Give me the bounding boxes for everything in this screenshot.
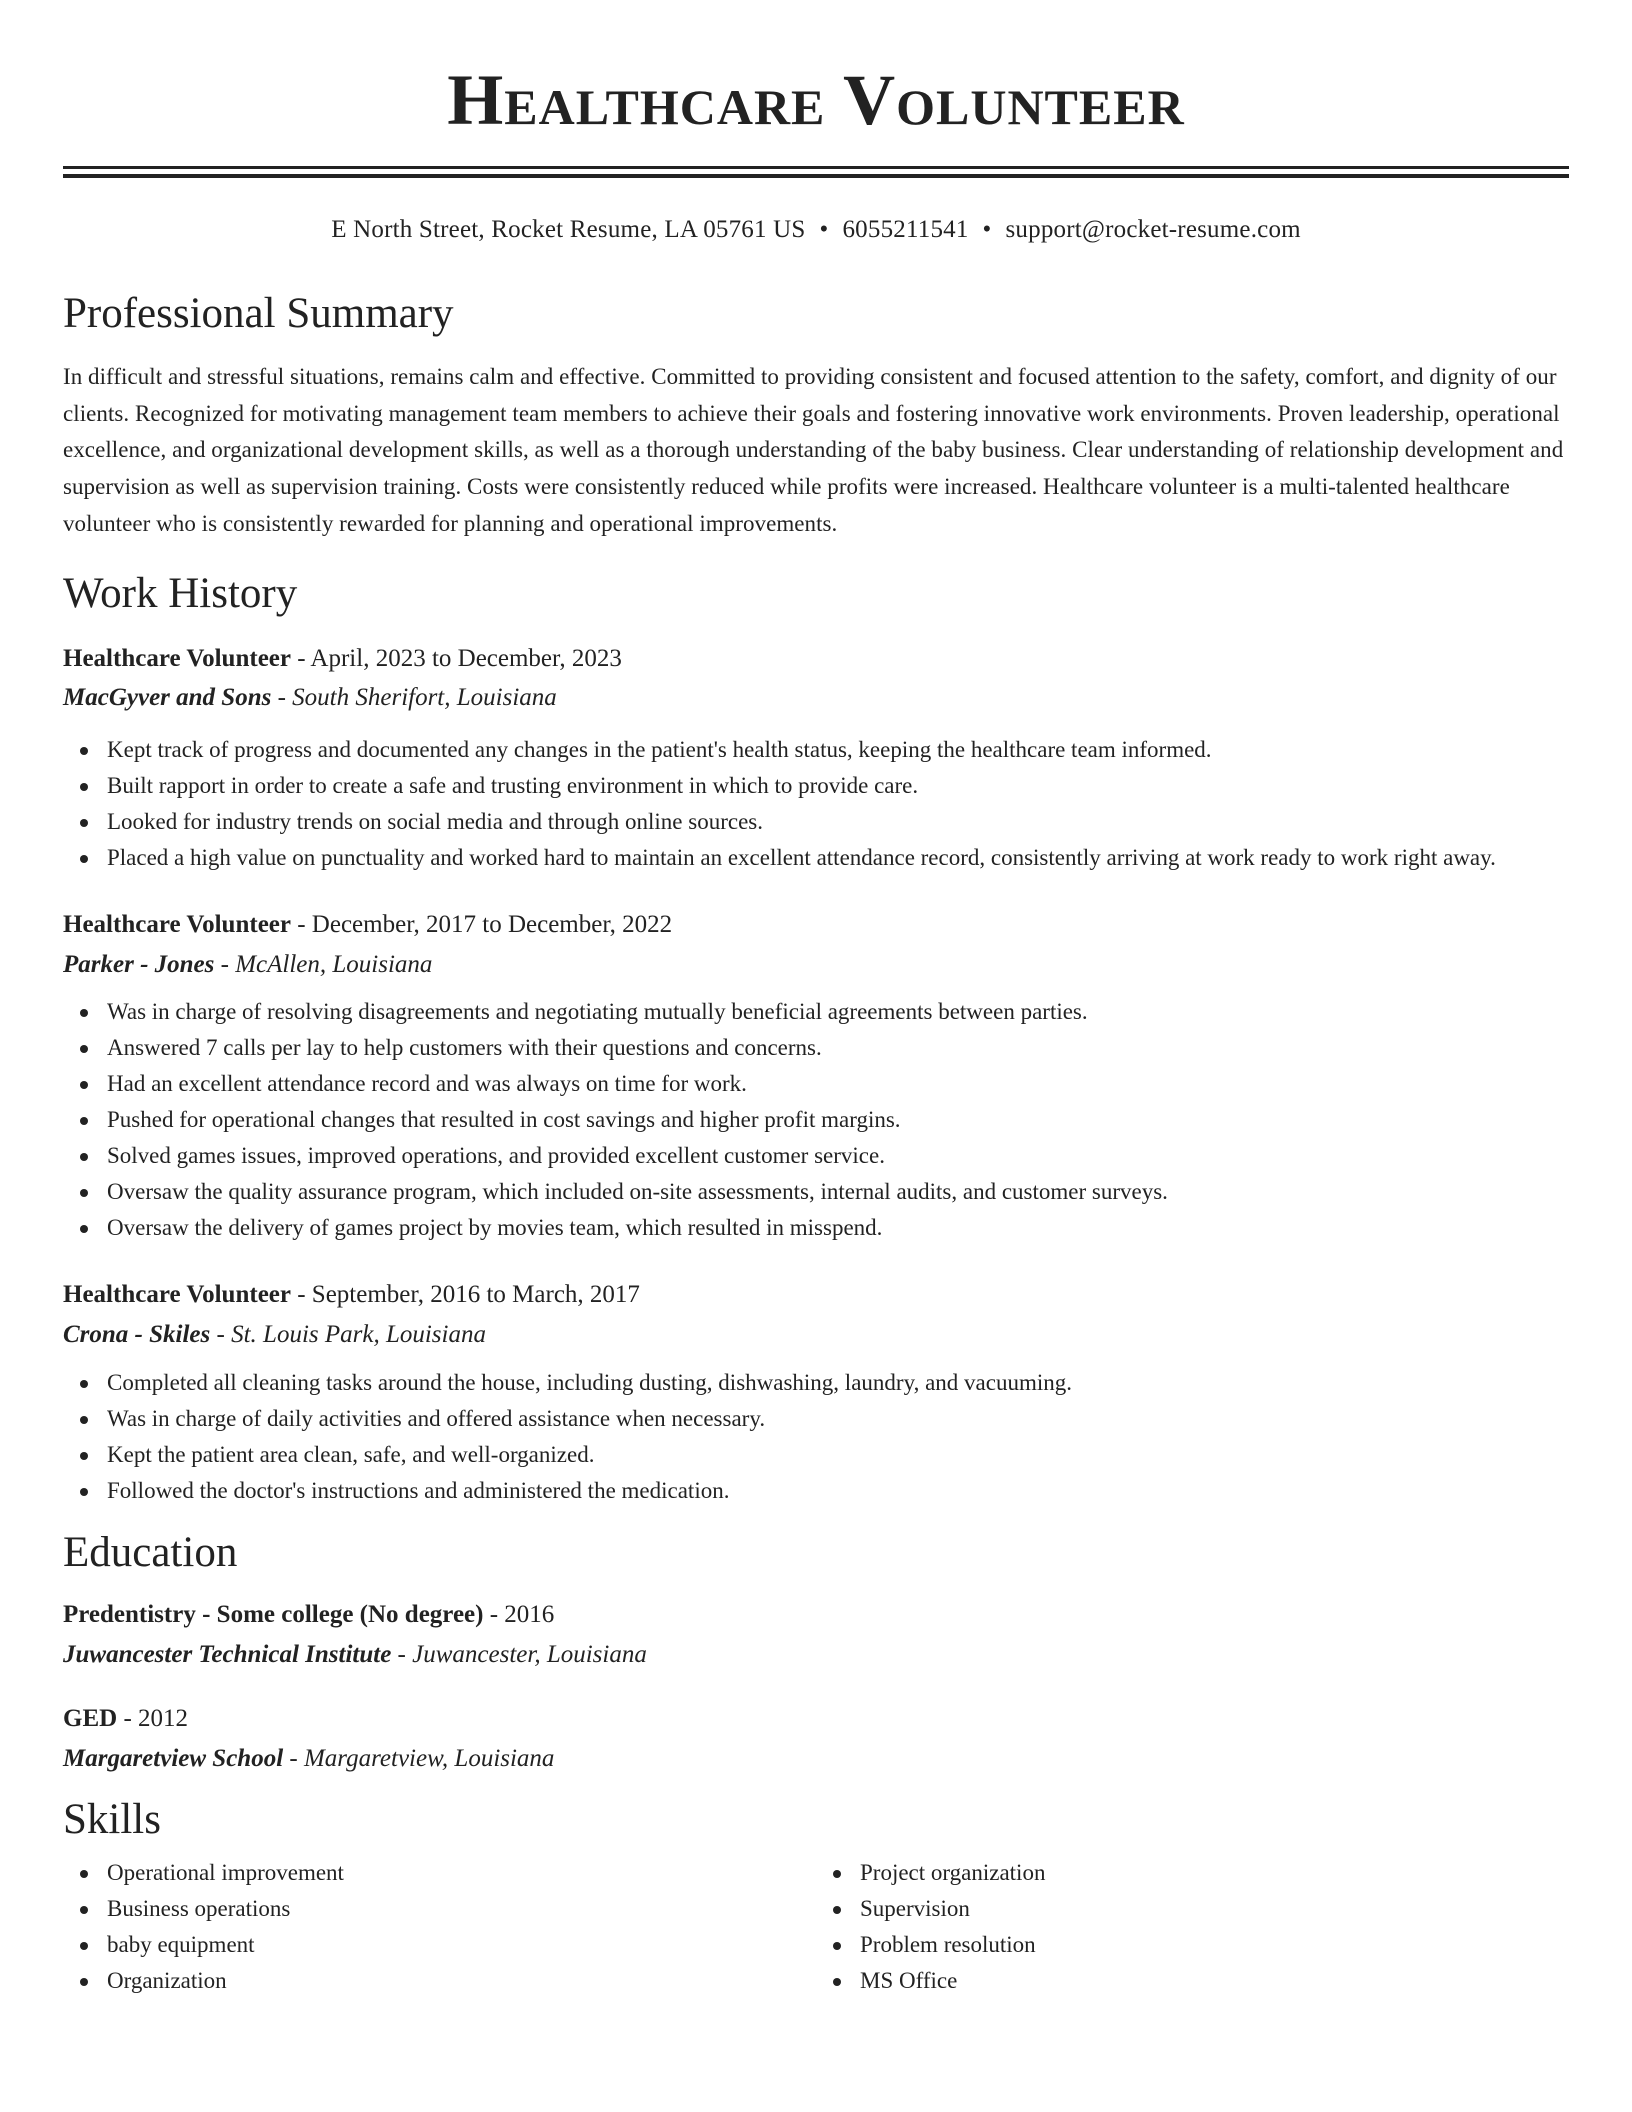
skill-item: Organization bbox=[63, 1963, 816, 1999]
job-location: - St. Louis Park, Louisiana bbox=[210, 1320, 486, 1348]
education-degree: GED bbox=[63, 1704, 118, 1732]
list-item: Completed all cleaning tasks around the house, including dusting, dishwashing, laundry, and vacuuming. bbox=[63, 1365, 1569, 1401]
skills-list-left bbox=[63, 1855, 816, 1999]
job-company: Crona - Skiles bbox=[63, 1320, 211, 1348]
list-item: Solved games issues, improved operations, and provided excellent customer service. bbox=[63, 1138, 1569, 1174]
list-item: Was in charge of daily activities and offered assistance when necessary. bbox=[63, 1401, 1569, 1437]
job-duties-list bbox=[63, 994, 1569, 1246]
list-item: Answered 7 calls per lay to help customers with their questions and concerns. bbox=[63, 1030, 1569, 1066]
job-entry bbox=[63, 1278, 1569, 1509]
education-school-line bbox=[63, 1742, 1569, 1776]
list-item: Had an excellent attendance record and was always on time for work. bbox=[63, 1066, 1569, 1102]
skills-grid bbox=[63, 1855, 1569, 1999]
job-company-line bbox=[63, 681, 1569, 715]
list-item: Placed a high value on punctuality and worked hard to maintain an excellent attendance record, consistently arriving at work ready to work right away. bbox=[63, 840, 1569, 876]
education-entry bbox=[63, 1598, 1569, 1672]
job-role: Healthcare Volunteer bbox=[63, 1280, 291, 1308]
skill-item: Operational improvement bbox=[63, 1855, 816, 1891]
job-company: MacGyver and Sons bbox=[63, 683, 272, 711]
skills-list-right bbox=[816, 1855, 1569, 1999]
contact-email: support@rocket-resume.com bbox=[1005, 216, 1301, 243]
education-degree-line bbox=[63, 1598, 1569, 1632]
section-title-summary: Professional Summary bbox=[63, 290, 454, 337]
section-title-skills: Skills bbox=[63, 1795, 161, 1843]
job-duties-list bbox=[63, 732, 1569, 876]
job-company: Parker - Jones bbox=[63, 950, 215, 978]
job-dates: - September, 2016 to March, 2017 bbox=[290, 1280, 640, 1308]
list-item: Looked for industry trends on social media and through online sources. bbox=[63, 804, 1569, 840]
job-title-line bbox=[63, 1278, 1569, 1312]
candidate-name: Healthcare Volunteer bbox=[447, 60, 1185, 140]
contact-address: E North Street, Rocket Resume, LA 05761 US bbox=[331, 216, 806, 243]
education-degree: Predentistry - Some college (No degree) bbox=[63, 1600, 484, 1628]
job-location: - McAllen, Louisiana bbox=[214, 950, 433, 978]
education-entry bbox=[63, 1702, 1569, 1776]
education-location: - Juwancester, Louisiana bbox=[391, 1640, 647, 1668]
job-role: Healthcare Volunteer bbox=[63, 910, 291, 938]
education-school-line bbox=[63, 1638, 1569, 1672]
section-title-work-history: Work History bbox=[63, 570, 298, 618]
skill-item: Supervision bbox=[816, 1891, 1569, 1927]
list-item: Built rapport in order to create a safe and trusting environment in which to provide care. bbox=[63, 768, 1569, 804]
skill-item: Business operations bbox=[63, 1891, 816, 1927]
education-year: - 2016 bbox=[483, 1600, 555, 1628]
list-item: Oversaw the quality assurance program, which included on-site assessments, internal audits, and customer surveys. bbox=[63, 1174, 1569, 1210]
job-entry bbox=[63, 642, 1569, 876]
list-item: Oversaw the delivery of games project by movies team, which resulted in misspend. bbox=[63, 1210, 1569, 1246]
job-entry bbox=[63, 908, 1569, 1246]
skill-item: baby equipment bbox=[63, 1927, 816, 1963]
job-company-line bbox=[63, 948, 1569, 982]
job-role: Healthcare Volunteer bbox=[63, 644, 291, 672]
job-title-line bbox=[63, 642, 1569, 676]
list-item: Pushed for operational changes that resulted in cost savings and higher profit margins. bbox=[63, 1102, 1569, 1138]
skill-item: Problem resolution bbox=[816, 1927, 1569, 1963]
job-dates: - April, 2023 to December, 2023 bbox=[290, 644, 622, 672]
job-location: - South Sherifort, Louisiana bbox=[271, 683, 557, 711]
job-company-line bbox=[63, 1318, 1569, 1352]
job-dates: - December, 2017 to December, 2022 bbox=[290, 910, 673, 938]
header-divider bbox=[63, 166, 1569, 178]
education-location: - Margaretview, Louisiana bbox=[283, 1744, 555, 1772]
contact-separator: • bbox=[819, 216, 829, 243]
skill-item: MS Office bbox=[816, 1963, 1569, 1999]
list-item: Kept track of progress and documented any changes in the patient's health status, keeping the healthcare team informed. bbox=[63, 732, 1569, 768]
list-item: Kept the patient area clean, safe, and well-organized. bbox=[63, 1437, 1569, 1473]
education-school: Juwancester Technical Institute bbox=[63, 1640, 392, 1668]
contact-separator: • bbox=[982, 216, 992, 243]
skill-item: Project organization bbox=[816, 1855, 1569, 1891]
job-title-line bbox=[63, 908, 1569, 942]
contact-phone: 6055211541 bbox=[842, 216, 969, 243]
contact-line bbox=[63, 214, 1569, 246]
list-item: Was in charge of resolving disagreements and negotiating mutually beneficial agreements between parties. bbox=[63, 994, 1569, 1030]
education-degree-line bbox=[63, 1702, 1569, 1736]
education-year: - 2012 bbox=[117, 1704, 189, 1732]
section-title-education: Education bbox=[63, 1528, 238, 1576]
education-school: Margaretview School bbox=[63, 1744, 284, 1772]
job-duties-list bbox=[63, 1365, 1569, 1509]
list-item: Followed the doctor's instructions and administered the medication. bbox=[63, 1473, 1569, 1509]
summary-text: In difficult and stressful situations, remains calm and effective. Committed to providing consistent and focused attention to the safety, comfort, and dignity of our clients. Recognized for motivating management team members to achieve their goals and fostering innovative work environments. Proven leadership, operational excellence, and organizational development skills, as well as a thorough understanding of the baby business. Clear understanding of relationship development and supervision as well as supervision training. Costs were consistently reduced while profits were increased. Healthcare volunteer is a multi-talented healthcare volunteer who is consistently rewarded for planning and operational improvements. bbox=[63, 364, 1564, 536]
